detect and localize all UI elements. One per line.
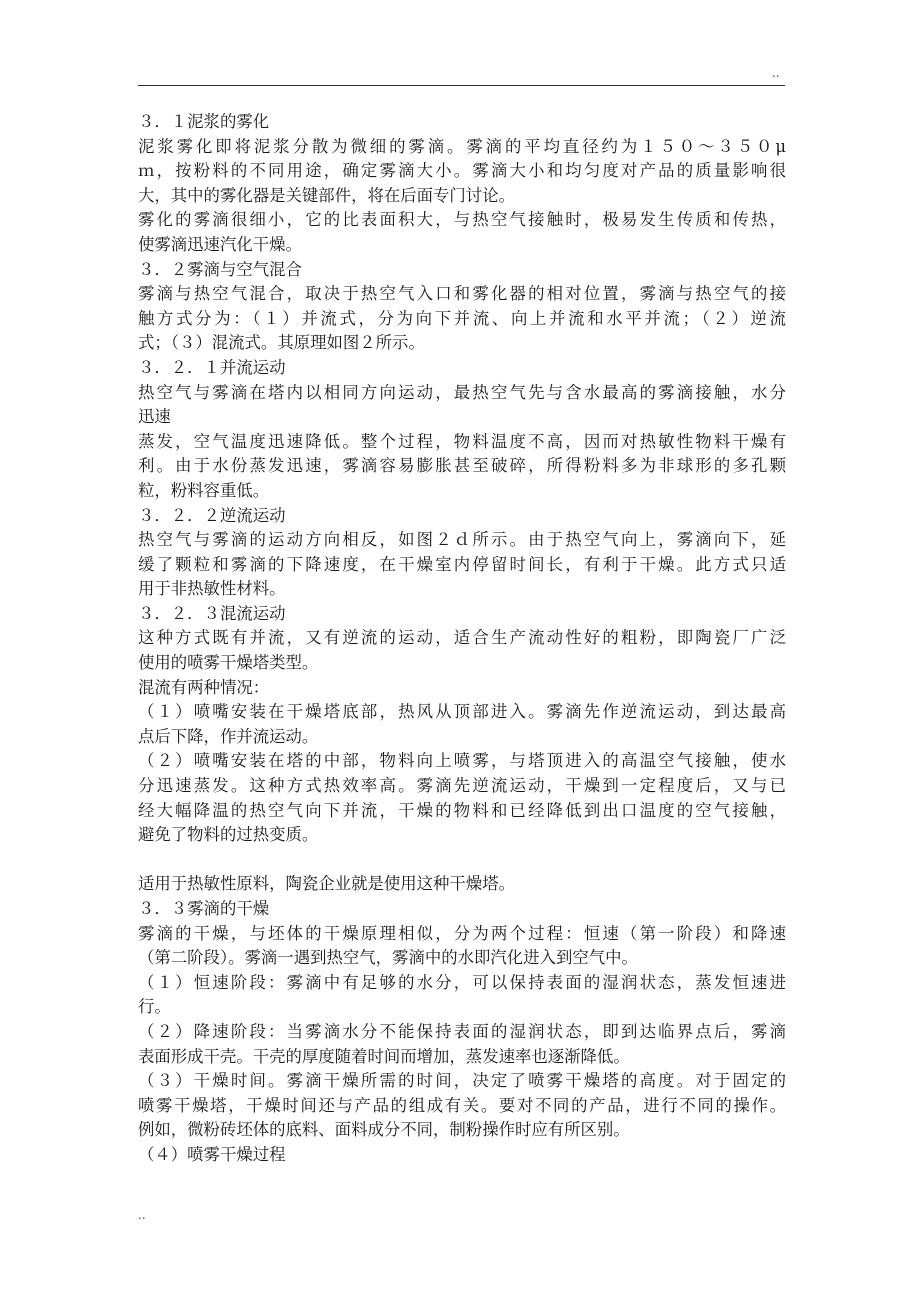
text-line: 例如，微粉砖坯体的底料、面料成分不同，制粉操作时应有所区别。 [138,1120,630,1140]
text-line: 缓了颗粒和雾滴的下降速度，在干燥室内停留时间长，有利于干燥。此方式只适 [138,554,786,574]
blank-line [138,848,786,873]
footer-mark: .. [138,1208,146,1222]
text-line: 点后下降，作并流运动。 [138,726,319,746]
text-line: 式；（３）混流式。其原理如图２所示。 [138,333,425,353]
text-line: （１）喷嘴安装在干燥塔底部，热风从顶部进入。雾滴先作逆流运动，到达最高 [138,702,786,722]
text-line: （２）降速阶段：当雾滴水分不能保持表面的湿润状态，即到达临界点后，雾滴 [138,1021,786,1041]
text-line: 用于非热敏性材料。 [138,579,286,599]
text-line: ３．２．１并流运动 [138,357,286,377]
header-rule [138,85,785,86]
text-line: （第二阶段）。雾滴一遇到热空气，雾滴中的水即汽化进入到空气中。 [138,948,638,968]
text-line: 使雾滴迅速汽化干燥。 [138,234,302,254]
text-line: （４）喷雾干燥过程 [138,1144,286,1164]
document-body [138,110,786,1168]
text-line: （２）喷嘴安装在塔的中部，物料向上喷雾，与塔顶进入的高温空气接触，使水 [138,751,786,771]
text-line: 使用的喷雾干燥塔类型。 [138,653,319,673]
text-line: 这种方式既有并流，又有逆流的运动，适合生产流动性好的粗粉，即陶瓷厂广泛 [138,628,786,648]
text-line: 粒，粉料容重低。 [138,480,270,500]
text-line: 混流有两种情况： [138,677,270,697]
text-line: 利。由于水份蒸发迅速，雾滴容易膨胀甚至破碎，所得粉料多为非球形的多孔颗 [138,456,786,476]
text-line: 经大幅降温的热空气向下并流，干燥的物料和已经降低到出口温度的空气接触， [138,800,786,820]
text-line: ｍ，按粉料的不同用途，确定雾滴大小。雾滴大小和均匀度对产品的质量影响很 [138,161,786,181]
text-line: （１）恒速阶段：雾滴中有足够的水分，可以保持表面的湿润状态，蒸发恒速进 [138,972,786,992]
text-line: （３）干燥时间。雾滴干燥所需的时间，决定了喷雾干燥塔的高度。对于固定的 [138,1071,786,1091]
text-line: 迅速 [138,407,171,427]
text-line: ３．２．２逆流运动 [138,505,286,525]
text-line: 触方式分为：（１）并流式，分为向下并流、向上并流和水平并流；（２）逆流 [138,308,786,328]
text-line: ３．２雾滴与空气混合 [138,259,302,279]
text-line: 雾滴与热空气混合，取决于热空气入口和雾化器的相对位置，雾滴与热空气的接 [138,284,786,304]
text-line: 行。 [138,997,171,1017]
text-line: 避免了物料的过热变质。 [138,825,319,845]
text-line: 分迅速蒸发。这种方式热效率高。雾滴先逆流运动，干燥到一定程度后，又与已 [138,776,786,796]
text-line: 喷雾干燥塔，干燥时间还与产品的组成有关。要对不同的产品，进行不同的操作。 [138,1095,786,1115]
text-line: 雾化的雾滴很细小，它的比表面积大，与热空气接触时，极易发生传质和传热， [138,210,786,230]
text-line: 雾滴的干燥，与坯体的干燥原理相似，分为两个过程：恒速（第一阶段）和降速 [138,923,786,943]
text-line: 蒸发，空气温度迅速降低。整个过程，物料温度不高，因而对热敏性物料干燥有 [138,431,786,451]
header-mark: .. [772,66,780,80]
text-line: 表面形成干壳。干壳的厚度随着时间而增加，蒸发速率也逐渐降低。 [138,1046,630,1066]
text-line: ３．３雾滴的干燥 [138,899,270,918]
text-line: 适用于热敏性原料，陶瓷企业就是使用这种干燥塔。 [138,874,515,894]
text-line: 泥浆雾化即将泥浆分散为微细的雾滴。雾滴的平均直径约为１５０～３５０μ [138,136,786,156]
text-line: 热空气与雾滴的运动方向相反，如图２ｄ所示。由于热空气向上，雾滴向下，延 [138,530,786,550]
text-line: ３．２．３混流运动 [138,603,286,623]
text-line: 热空气与雾滴在塔内以相同方向运动，最热空气先与含水最高的雾滴接触，水分 [138,382,786,402]
text-line: 大，其中的雾化器是关键部件，将在后面专门讨论。 [138,185,515,205]
text-line: ３．１泥浆的雾化 [138,112,270,131]
